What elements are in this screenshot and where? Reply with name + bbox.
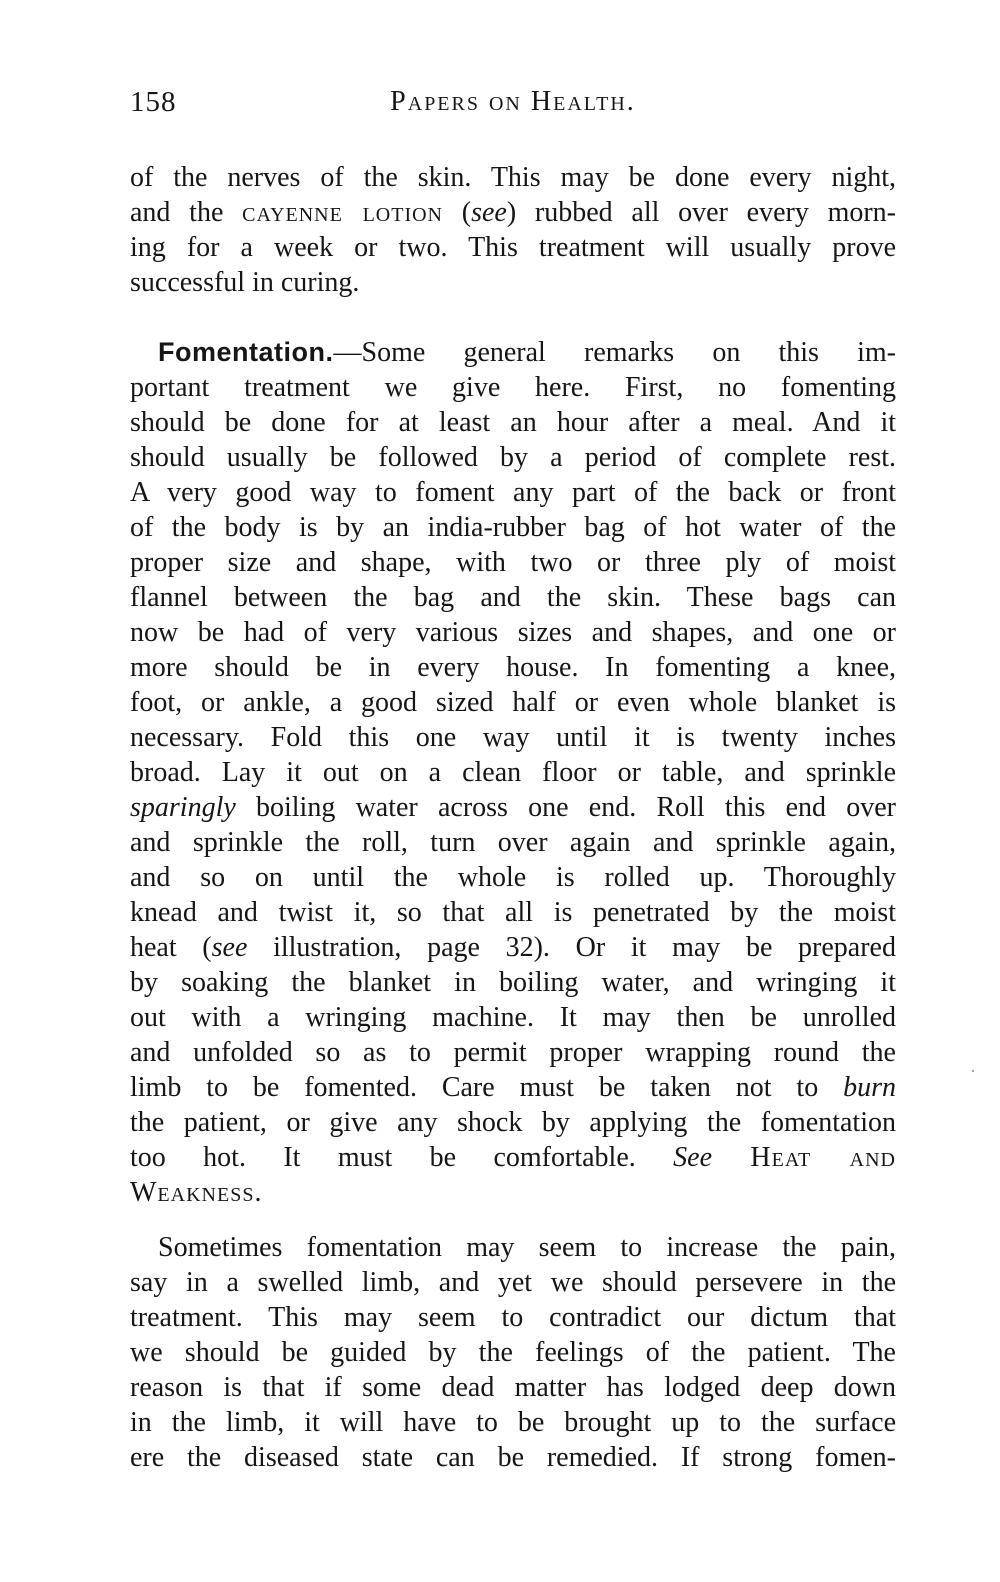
text-line [130,1070,896,1105]
running-head [130,86,896,126]
text-span: too hot. It must be comfortable. [130,1142,674,1173]
cross-reference-cayenne-lotion: cayenne lotion [242,197,444,228]
italic-sparingly: sparingly [130,792,236,823]
text-line: ing for a week or two. This treatment will usually prove [130,232,896,263]
text-span: boiling water across one end. Roll this end over [235,792,896,823]
text-span: heat ( [130,932,212,963]
text-line: broad. Lay it out on a clean floor or table, and sprinkle [130,757,896,788]
text-span: ) rubbed all over every morn- [506,197,897,228]
text-line: A very good way to foment any part of the back or front [130,477,896,508]
text-line [130,790,896,825]
text-line: more should be in every house. In fomenting a knee, [130,652,896,683]
section-heading: Fomentation. [158,337,334,367]
text-line: the patient, or give any shock by applying the fomentation [130,1107,896,1138]
text-line [130,1175,896,1210]
text-line: of the nerves of the skin. This may be done every night, [130,162,896,193]
text-line: out with a wringing machine. It may then be unrolled [130,1002,896,1033]
text-line [130,930,896,965]
paragraph-fomentation-pain [130,1230,896,1475]
italic-see: see [211,932,248,963]
text-line: of the body is by an india-rubber bag of hot water of the [130,512,896,543]
text-span: —Some general remarks on this im- [333,337,896,368]
text-line: should usually be followed by a period of complete rest. [130,442,896,473]
text-span: limb to be fomented. Care must be taken not to [130,1072,844,1103]
text-line: portant treatment we give here. First, no fomenting [130,372,896,403]
text-line: and sprinkle the roll, turn over again and sprinkle again, [130,827,896,858]
text-span: ( [443,197,472,228]
paragraph-spacer [130,300,896,335]
text-line: flannel between the bag and the skin. These bags can [130,582,896,613]
text-line: knead and twist it, so that all is penetrated by the moist [130,897,896,928]
italic-see: See [673,1142,712,1173]
paragraph-spacer [130,1210,896,1230]
text-line: and so on until the whole is rolled up. Thoroughly [130,862,896,893]
text-line: proper size and shape, with two or three ply of moist [130,547,896,578]
text-line: and unfolded so as to permit proper wrapping round the [130,1037,896,1068]
text-line: necessary. Fold this one way until it is twenty inches [130,722,896,753]
paragraph-skin-treatment [130,160,896,300]
paragraph-fomentation [130,335,896,1210]
text-line: treatment. This may seem to contradict our dictum that [130,1302,896,1333]
text-line: should be done for at least an hour after a meal. And it [130,407,896,438]
text-line: say in a swelled limb, and yet we should persevere in the [130,1267,896,1298]
text-line: we should be guided by the feelings of the patient. The [130,1337,896,1368]
print-speck [972,1070,974,1072]
page-number: 158 [130,86,177,118]
text-line [130,195,896,230]
page-body [130,160,896,1475]
text-line: Sometimes fomentation may seem to increase the pain, [158,1232,896,1263]
text-span: and the [130,197,243,228]
italic-see: see [471,197,507,228]
text-line [130,1140,896,1175]
text-line: now be had of very various sizes and shapes, and one or [130,617,896,648]
running-title: Papers on Health. [390,86,636,117]
text-line: ere the diseased state can be remedied. If strong fomen- [130,1442,896,1473]
text-line: in the limb, it will have to be brought up to the surface [130,1407,896,1438]
text-line: successful in curing. [130,267,360,298]
cross-reference-heat-and: Heat and [712,1142,896,1173]
text-line: foot, or ankle, a good sized half or even whole blanket is [130,687,896,718]
text-line [130,335,896,370]
cross-reference-weakness: Weakness. [130,1177,263,1208]
text-line: by soaking the blanket in boiling water, and wringing it [130,967,896,998]
text-span: illustration, page 32). Or it may be prepared [247,932,896,963]
italic-burn: burn [843,1072,896,1103]
text-line: reason is that if some dead matter has lodged deep down [130,1372,896,1403]
